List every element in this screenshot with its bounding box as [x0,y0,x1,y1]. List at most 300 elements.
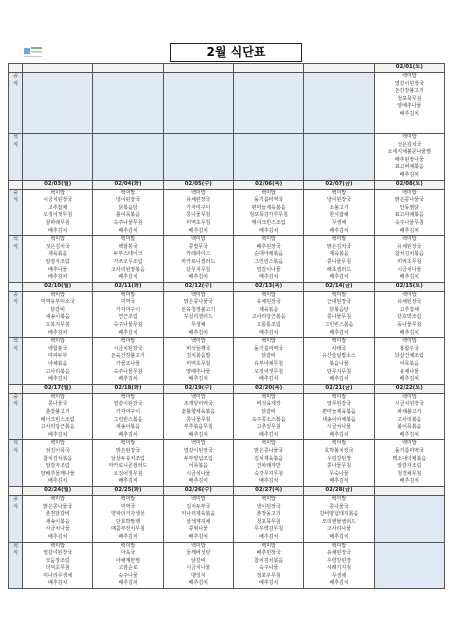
lunch-menu-cell [233,393,303,440]
menu-item: 편마늘제육볶음 [322,409,356,415]
lunch-menu-cell [233,495,303,542]
dinner-row [9,338,445,385]
menu-item: 카레라이스 [186,251,211,258]
lunch-menu-cell [374,393,444,440]
date-cell: 02/11(화) [93,282,163,291]
menu-item: 배추김치 [188,431,208,438]
lunch-label-char: 중 [13,495,18,502]
menu-item: 배추김치 [399,376,419,383]
menu-item: 백미밥 [261,291,276,298]
menu-item: 버섯들깨국 [186,345,211,352]
lunch-menu-cell [163,495,233,542]
date-row-label [9,384,23,393]
menu-item: 유채나물 [399,368,419,375]
menu-item: 유채된장국 [256,299,281,306]
menu-item: 백미밥 [120,440,136,447]
menu-item: 열갈이된장국 [113,401,143,408]
menu-item: 어묵볶음 [188,463,208,470]
menu-item: 가자미구이 [115,409,141,415]
menu-item: 배추김치 [399,329,419,336]
lunch-menu-cell [374,73,444,134]
menu-item: 맑은김치국 [326,243,352,250]
menu-item: 배추김치 [258,533,279,540]
menu-item: 꾸실리샐러드 [183,314,213,321]
menu-item: 백미밥 [50,495,65,502]
date-cell [93,64,163,73]
date-row [9,64,445,73]
menu-item: 미나리무생채 [43,572,73,579]
menu-item: 오징어젓무침 [43,212,73,219]
dinner-label-char: 석 [13,134,18,140]
lunch-menu-cell [233,73,303,134]
menu-item: 배추김치 [329,227,349,234]
menu-item: 백미밥 [50,440,65,447]
date-cell [374,486,444,495]
menu-item: 돈육청정불고기 [181,306,216,313]
menu-item: 단무지무침 [186,266,211,273]
menu-item: 표고야채볶음 [394,212,424,219]
lunch-label [9,189,23,236]
dinner-label-char: 식 [13,345,18,352]
date-cell: 02/07(금) [304,180,374,189]
menu-item: 냉이된장국 [115,197,141,204]
menu-item: 시금치나물 [186,565,211,572]
date-cell: 02/06(목) [233,180,303,189]
menu-item: 양배추들깨나물 [40,470,75,477]
menu-item: 청포묵무침 [256,518,281,525]
menu-item: 아욱국 [120,550,136,557]
menu-item: 맑은콩나물국 [183,299,213,306]
menu-item: 백미밥 [261,440,276,447]
menu-item: 배추김치 [399,274,419,281]
date-cell: 02/08(토) [374,180,444,189]
dinner-menu-cell [374,236,444,283]
menu-item: 배추김치 [118,376,138,383]
menu-item: 우렁강된장 [326,557,352,564]
menu-item: 맑은콩나물국 [254,447,284,454]
date-row-label [9,282,23,291]
menu-item: 핵소대이채볶음 [392,455,427,462]
menu-item: 백미밥 [261,495,276,502]
menu-item: 볼어묵볶음 [115,212,141,219]
menu-item: 백미밥 [331,542,347,549]
lunch-row [9,73,445,134]
date-cell: 02/10(월) [23,282,93,291]
date-row [9,180,445,189]
menu-item: 청경채무침 [397,470,422,477]
menu-item: 한식잡채 [329,212,349,219]
menu-item: 편마늘제육볶음 [251,204,286,211]
menu-item: 오징어젓무침 [254,368,284,375]
menu-item: 안동찜닭 [399,204,419,211]
dinner-menu-cell [374,542,444,589]
menu-item: 콩나물국 [329,503,349,510]
dinner-menu-cell [93,236,163,283]
dinner-label [9,338,23,385]
menu-item: 닭살건채조림 [394,353,424,360]
menu-item: 콩나물무침 [186,212,211,219]
menu-item: 백미밥 [120,236,136,243]
dinner-label-char: 식 [13,447,18,454]
menu-item: 야채볶음 [48,361,68,368]
menu-item: 콩나물무침 [326,258,352,265]
menu-item: 양배추나물 [397,103,422,110]
lunch-menu-cell [163,189,233,236]
menu-item: 숯불향제육볶음 [181,409,216,415]
lunch-menu-cell [304,291,374,338]
menu-item: 갈비양념돼지볶음 [319,511,359,518]
menu-item: 알감자조림 [45,463,70,470]
date-cell: 02/25(화) [93,486,163,495]
menu-item: 배추김치 [48,478,68,485]
lunch-label-char: 중 [13,291,18,298]
menu-item: 백미밥 [191,440,206,447]
date-cell: 02/15(토) [374,282,444,291]
menu-item: 야채계란찜 [115,557,141,564]
menu-item: 유부야채무침 [254,361,284,368]
dinner-label [9,236,23,283]
menu-item: 소세지채볼콘나물찜 [387,149,432,156]
lunch-label-char: 식 [13,401,18,408]
menu-item: 유채된장국 [186,197,211,204]
menu-item: 냉이된장국 [256,503,281,510]
menu-item: 백미밥 [261,189,276,196]
menu-item: 백합봉국 [48,345,68,352]
menu-item: 우렁강된장 [326,455,352,462]
dinner-menu-cell [23,236,93,283]
menu-item: 배추김치 [399,227,419,234]
menu-item: 해초샐러드 [326,266,352,273]
date-cell: 02/28(금) [304,486,374,495]
menu-item: 백미밥 [331,236,347,243]
menu-item: 맑은콩나물국 [394,197,424,204]
menu-item: 더덕초무침 [45,565,70,572]
menu-item: 백미밥 [331,440,347,447]
menu-item: 배추김치 [48,329,68,336]
dinner-menu-cell [23,338,93,385]
menu-item: 시금치나물 [397,266,422,273]
menu-item: 미역초무침 [186,219,211,226]
menu-item: 숙갓무지무침 [254,470,284,477]
menu-item: 콩나물국 [48,401,68,408]
menu-item: 백미밥 [191,542,206,549]
lunch-label [9,73,23,134]
menu-item: 시금치나물 [186,470,211,477]
menu-item: 무우백김무침 [254,526,284,533]
menu-item: 배추김치 [188,580,208,587]
lunch-menu-cell [304,495,374,542]
lunch-label [9,495,23,542]
lunch-label [9,291,23,338]
menu-item: 백미밥 [120,291,136,298]
menu-item: 콩나물무침 [326,314,352,321]
date-cell: 02/14(금) [304,282,374,291]
menu-item: 김치볶음밥 [186,353,211,360]
menu-item: 시금치된장국 [113,345,143,352]
lunch-menu-cell [23,393,93,440]
menu-item: 오징어젓무침 [113,470,143,477]
dinner-label-char: 석 [13,338,18,345]
menu-item: 열갈이된장국 [183,447,213,454]
lunch-label-char: 식 [13,80,18,87]
lunch-menu-cell [163,291,233,338]
date-cell [304,64,374,73]
dinner-row [9,134,445,181]
menu-item: 백미밥 [50,236,65,243]
date-cell [163,64,233,73]
menu-item: 볶음나물 [329,361,349,368]
menu-item: 백미밥 [261,393,276,400]
menu-item: 배추김치 [399,171,419,178]
menu-item: 숙주나물 [258,565,279,572]
menu-item: 배추김치 [118,478,138,485]
menu-item: 유채된장국 [326,550,352,557]
menu-item: 배추김치 [329,376,349,383]
menu-item: 백미밥 [120,393,136,400]
menu-item: 그린빈스볶음 [254,258,284,265]
menu-item: 백미밥 [402,440,417,447]
menu-item: 배추김치 [258,478,279,485]
menu-item: 청포묵무침 [397,95,422,102]
menu-item: 고사리볶음 [397,416,422,423]
menu-item: 배추김치 [188,274,208,281]
menu-item: 무생채 [191,322,206,329]
menu-item: 백미밥 [191,189,206,196]
menu-item: 마카로니콘샐러드 [108,463,148,470]
menu-item: 섯은김치국 [45,243,70,250]
dinner-menu-cell [93,338,163,385]
menu-item: 무생채 [331,572,347,579]
menu-item: 고추잡채 [399,306,419,313]
dinner-row [9,440,445,487]
lunch-menu-cell [93,291,163,338]
dinner-menu-cell [163,440,233,487]
dinner-label-char: 석 [13,542,18,549]
menu-item: 배추김치 [118,329,138,336]
menu-item: 배추김치 [48,227,68,234]
menu-item: 백미밥 [191,495,206,502]
menu-item: 조개달미역국 [183,401,213,408]
dinner-menu-cell [233,236,303,283]
lunch-menu-cell [304,189,374,236]
menu-item: 백미밥 [191,338,206,345]
menu-item: 배추김치 [258,580,279,587]
dinner-menu-cell [93,542,163,589]
menu-item: 사태국 [331,345,347,352]
menu-item: 얼갈이나물 [256,266,281,273]
menu-item: 숙주나물 [118,572,138,579]
lunch-label-char: 중 [13,189,18,196]
menu-item: 메이크빈스조림 [251,219,286,226]
menu-item: 베이크빈스조림 [40,416,75,423]
menu-item: 유산슬덮밥소스 [322,353,356,360]
dinner-menu-cell [163,338,233,385]
menu-item: 표고버채볶음 [394,164,424,171]
menu-item: 모리엔탈샐러드 [322,518,356,525]
menu-item: 유채된장국 [397,243,422,250]
menu-item: 참치김치볶음 [394,251,424,258]
date-cell: 02/17(월) [23,384,93,393]
menu-item: 닭볶음탕 [118,204,138,211]
menu-item: 백미밥 [50,542,65,549]
menu-item: 배추김치 [48,376,68,383]
menu-item: 배추김치 [118,580,138,587]
menu-item: 고사리볶음 [45,368,70,375]
menu-item: 모둠장조림 [45,557,70,564]
dinner-menu-cell [304,134,374,181]
dinner-menu-cell [304,236,374,283]
menu-item: 파채불고기 [397,409,422,415]
menu-item: 알감자조림 [397,463,422,470]
menu-item: 백미밥 [402,189,417,196]
menu-item: 고추잎무침 [256,424,281,431]
dinner-menu-cell [233,542,303,589]
menu-item: 배추김치 [258,329,279,336]
menu-item: 그린빈스볶음 [324,322,354,329]
menu-item: 두부스테이크 [113,251,143,258]
dinner-menu-cell [233,440,303,487]
menu-item: 건파래자반 [256,463,281,470]
lunch-menu-cell [93,73,163,134]
menu-item: 근대된장국 [326,299,352,306]
menu-item: 배추김치 [329,274,349,281]
menu-item: 마카로니샐러드 [181,258,216,265]
menu-item: 배추김치 [329,431,349,438]
dinner-label-char: 석 [13,236,18,243]
dinner-menu-cell [304,338,374,385]
lunch-label-char: 식 [13,197,18,204]
menu-item: 백미밥 [402,134,417,140]
menu-item: 배추김치 [258,274,279,281]
date-row-label [9,180,23,189]
menu-item: 시금치나물 [326,424,352,431]
menu-item: 고사리당근볶음 [40,424,75,431]
menu-item: 숙주나물무침 [394,219,424,226]
dinner-label [9,440,23,487]
menu-item: 새송이볶음 [45,518,70,525]
menu-item: 백미밥 [191,393,206,400]
menu-item: 배추김치 [48,580,68,587]
menu-item: 고추잡채 [48,204,68,211]
lunch-menu-cell [23,189,93,236]
lunch-menu-cell [304,393,374,440]
menu-item: 백미밥 [261,236,276,243]
dinner-menu-cell [23,440,93,487]
lunch-menu-cell [93,393,163,440]
date-cell: 02/24(월) [23,486,93,495]
menu-item: 닭갈비 [261,353,276,360]
menu-item: 홍합우국 [399,345,419,352]
menu-item: 시금치나물 [45,526,70,533]
menu-item: 시래기지짐 [326,565,352,572]
menu-item: 고사리당근볶음 [251,314,286,321]
menu-item: 배추된장국 [256,550,281,557]
menu-item: 열갈이된장국 [43,550,73,557]
menu-item: 숙주나물무침 [113,219,143,226]
menu-item: 가물조나물 [115,361,141,368]
lunch-menu-cell [23,291,93,338]
menu-item: 오통통조림 [256,322,281,329]
date-cell: 02/27(목) [233,486,303,495]
lunch-menu-cell [233,189,303,236]
menu-item: 두부양념조림 [183,455,213,462]
menu-item: 양파더거자생선 [111,511,145,518]
dinner-menu-cell [233,338,303,385]
dinner-menu-cell [163,542,233,589]
menu-item: 고사리된장볶음 [111,266,145,273]
lunch-menu-cell [93,189,163,236]
dinner-menu-cell [163,134,233,181]
lunch-menu-cell [374,495,444,542]
menu-item: 배추김치 [399,110,419,117]
dinner-menu-cell [23,542,93,589]
menu-item: 제육볶음 [258,306,279,313]
menu-item: 백미밥 [120,495,136,502]
menu-item: 백미밥 [331,495,347,502]
date-cell [23,64,93,73]
menu-item: 청포묵김가루무침 [249,212,288,219]
menu-item: 삼색계지채 [186,518,211,525]
menu-item: 고잠순로 [118,565,138,572]
menu-item: 그린빈스볶음 [113,416,143,423]
date-cell: 02/19(수) [163,384,233,393]
date-row [9,384,445,393]
menu-item: 섯온김치국 [397,141,422,148]
menu-item: 백미밥 [402,291,417,298]
menu-item: 무생채 [331,219,347,226]
menu-item: 배추된장국 [256,243,281,250]
date-cell: 02/18(화) [93,384,163,393]
menu-item: 배추김치 [258,227,279,234]
menu-item: 돈육간장불고기 [111,353,145,360]
lunch-menu-cell [93,495,163,542]
menu-item: 숙주콩소스볶음 [251,416,286,423]
menu-item: 백미밥 [50,189,65,196]
menu-item: 돌기름미역국 [254,197,284,204]
menu-item: 무숙나물 [329,470,349,477]
dinner-menu-cell [163,236,233,283]
menu-item: 배추김치 [329,329,349,336]
menu-item: 미나리제육볶음 [181,511,216,518]
menu-item: 백미밥 [120,189,136,196]
date-cell: 02/01(토) [374,64,444,73]
lunch-menu-cell [23,73,93,134]
lunch-menu-cell [163,393,233,440]
menu-item: 배추김치 [118,227,138,234]
menu-item: 호박볼치킹국 [324,447,354,454]
menu-item: 콩튀나물 [188,526,208,533]
menu-item: 미역초무침 [397,258,422,265]
date-cell: 02/21(금) [304,384,374,393]
menu-item: 백미밥 [191,291,206,298]
date-cell: 02/13(목) [233,282,303,291]
lunch-menu-cell [163,73,233,134]
menu-item: 미역국 [120,503,136,510]
menu-item: 새송이볶음 [115,424,141,431]
menu-item: 배추나물 [48,266,68,273]
menu-item: 춘장불고기 [45,409,70,415]
menu-item: 맑은된장국 [115,447,141,454]
date-row [9,282,445,291]
date-row-label [9,486,23,495]
menu-item: 어묵볶음 [399,361,419,368]
dinner-menu-cell [304,542,374,589]
menu-item: 열무된장국 [326,401,352,408]
menu-item: 연근조림 [118,314,138,321]
menu-item: 배추김치 [188,227,208,234]
lunch-label [9,393,23,440]
menu-item: 꿀파래무침 [45,219,70,226]
